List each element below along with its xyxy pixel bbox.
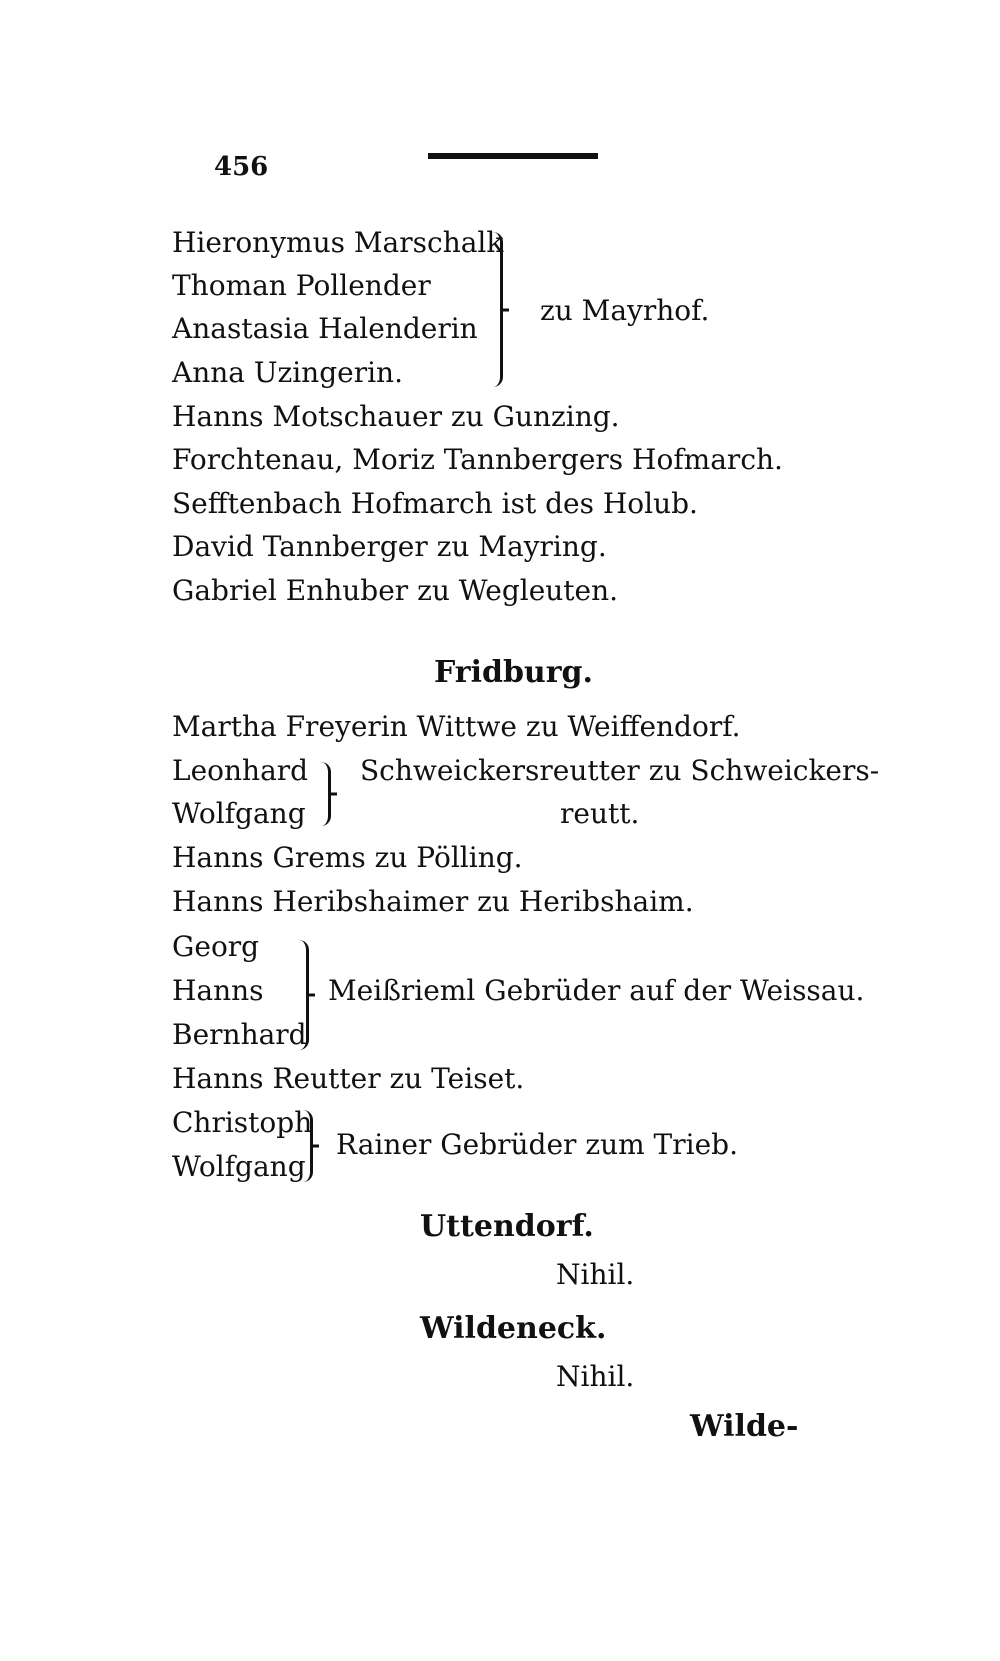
section-heading: Wildeneck. bbox=[420, 1311, 607, 1346]
bracket bbox=[490, 232, 503, 387]
section-note: Nihil. bbox=[556, 1360, 635, 1393]
entry-name: Hieronymus Marschalk bbox=[172, 226, 504, 259]
entry-place: zu Mayrhof. bbox=[540, 294, 710, 327]
entry-place: Rainer Gebrüder zum Trieb. bbox=[336, 1128, 738, 1161]
entry-line: Martha Freyerin Wittwe zu Weiffendorf. bbox=[172, 710, 741, 743]
entry-line: Forchtenau, Moriz Tannbergers Hofmarch. bbox=[172, 443, 783, 476]
entry-name: Bernhard bbox=[172, 1018, 307, 1051]
header-rule bbox=[428, 153, 598, 159]
entry-name: Wolfgang bbox=[172, 797, 306, 830]
entry-name: Hanns bbox=[172, 974, 264, 1007]
entry-name: Georg bbox=[172, 930, 260, 963]
entry-line: Sefftenbach Hofmarch ist des Holub. bbox=[172, 487, 698, 520]
entry-place: Meißrieml Gebrüder auf der Weissau. bbox=[328, 974, 865, 1007]
entry-name: Christoph bbox=[172, 1106, 313, 1139]
entry-line: Hanns Heribshaimer zu Heribshaim. bbox=[172, 885, 694, 918]
entry-name: Anna Uzingerin. bbox=[172, 356, 403, 389]
entry-line: Hanns Motschauer zu Gunzing. bbox=[172, 400, 620, 433]
entry-name: Wolfgang bbox=[172, 1150, 306, 1183]
entry-line: David Tannberger zu Mayring. bbox=[172, 530, 607, 563]
entry-name: Thoman Pollender bbox=[172, 269, 431, 302]
section-heading: Fridburg. bbox=[434, 655, 593, 690]
entry-place: Schweickersreutter zu Schweickers- bbox=[360, 754, 880, 787]
entry-name: Leonhard bbox=[172, 754, 309, 787]
bracket bbox=[320, 762, 331, 826]
page-number: 456 bbox=[214, 152, 269, 182]
bracket bbox=[302, 1110, 313, 1182]
section-heading: Uttendorf. bbox=[420, 1209, 594, 1244]
entry-place: reutt. bbox=[560, 797, 640, 830]
section-note: Nihil. bbox=[556, 1258, 635, 1291]
entry-name: Anastasia Halenderin bbox=[172, 312, 478, 345]
bracket bbox=[298, 940, 309, 1050]
entry-line: Gabriel Enhuber zu Wegleuten. bbox=[172, 574, 619, 607]
entry-line: Hanns Reutter zu Teiset. bbox=[172, 1062, 525, 1095]
catchword: Wilde- bbox=[690, 1409, 799, 1444]
entry-line: Hanns Grems zu Pölling. bbox=[172, 841, 523, 874]
